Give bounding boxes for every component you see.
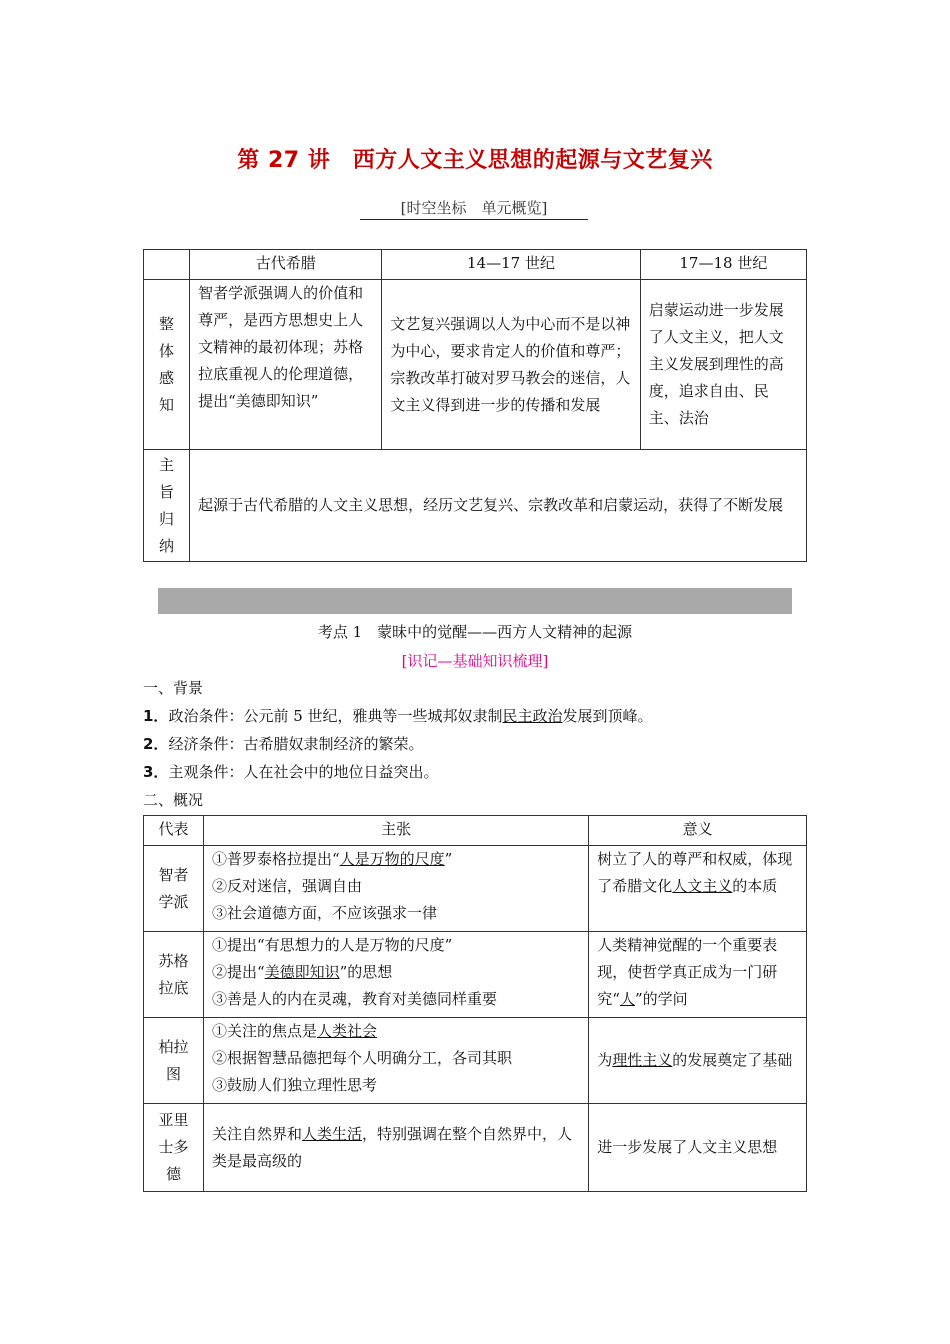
background-item-2: 2．经济条件：古希腊奴隶制经济的繁荣。: [143, 735, 424, 753]
page-title: 第 27 讲 西方人文主义思想的起源与文艺复兴: [237, 148, 713, 173]
overview-heading: 二、概况: [143, 791, 204, 809]
cell-14-17-century: 文艺复兴强调以人为中心而不是以神为中心，要求肯定人的价值和尊严；宗教改革打破对罗马教会的迷信，人文主义得到进一步的传播和发展: [382, 280, 640, 450]
representative: 智者 学派: [144, 846, 204, 932]
representative: 柏拉 图: [144, 1018, 204, 1104]
significance: 为理性主义的发展奠定了基础: [589, 1018, 807, 1104]
summary-text: 起源于古代希腊的人文主义思想，经历文艺复兴、宗教改革和启蒙运动，获得了不断发展: [190, 450, 807, 562]
claims: ①普罗泰格拉提出“人是万物的尺度” ②反对迷信，强调自由 ③社会道德方面，不应该强求一律: [203, 846, 588, 932]
representative: 苏格 拉底: [144, 932, 204, 1018]
row-label-overall: 整 体 感 知: [144, 280, 190, 450]
background-item-1: 1．政治条件：公元前 5 世纪，雅典等一些城邦奴隶制民主政治发展到顶峰。: [143, 707, 653, 725]
col-header: 代表: [144, 816, 204, 846]
table-row: [144, 932, 807, 1018]
table-row: [144, 1104, 807, 1192]
claims: 关注自然界和人类生活，特别强调在整个自然界中，人类是最高级的: [203, 1104, 588, 1192]
significance: 进一步发展了人文主义思想: [589, 1104, 807, 1192]
section-subheading: [识记—基础知识梳理]: [401, 652, 549, 670]
col-header: 意义: [589, 816, 807, 846]
table-row: [144, 846, 807, 932]
table-row: [144, 1018, 807, 1104]
cell-17-18-century: 启蒙运动进一步发展了人文主义，把人文主义发展到理性的高度，追求自由、民主、法治: [640, 280, 806, 450]
section-title: 考点 1 蒙昧中的觉醒——西方人文精神的起源: [317, 623, 633, 641]
significance: 人类精神觉醒的一个重要表现，使哲学真正成为一门研究“人”的学问: [589, 932, 807, 1018]
background-item-3: 3．主观条件：人在社会中的地位日益突出。: [143, 763, 439, 781]
background-heading: 一、背景: [143, 679, 204, 697]
corner-cell: [144, 250, 190, 280]
col-header: 主张: [203, 816, 588, 846]
significance: 树立了人的尊严和权威，体现了希腊文化人文主义的本质: [589, 846, 807, 932]
claims: ①关注的焦点是人类社会 ②根据智慧品德把每个人明确分工，各司其职 ③鼓励人们独立理性思考: [203, 1018, 588, 1104]
col-header: 古代希腊: [190, 250, 382, 280]
cell-ancient-greece: 智者学派强调人的价值和尊严，是西方思想史上人文精神的最初体现；苏格拉底重视人的伦理道德，提出“美德即知识”: [190, 280, 382, 450]
unit-overview-heading: [时空坐标 单元概览]: [360, 197, 588, 220]
thinkers-table: [143, 815, 807, 1192]
row-label-summary: 主 旨 归 纳: [144, 450, 190, 562]
claims: ①提出“有思想力的人是万物的尺度” ②提出“美德即知识”的思想 ③善是人的内在灵魂，教育对美德同样重要: [203, 932, 588, 1018]
col-header: 17—18 世纪: [640, 250, 806, 280]
overview-table: [143, 249, 807, 562]
section-divider-bar: [158, 588, 792, 614]
col-header: 14—17 世纪: [382, 250, 640, 280]
representative: 亚里 士多 德: [144, 1104, 204, 1192]
